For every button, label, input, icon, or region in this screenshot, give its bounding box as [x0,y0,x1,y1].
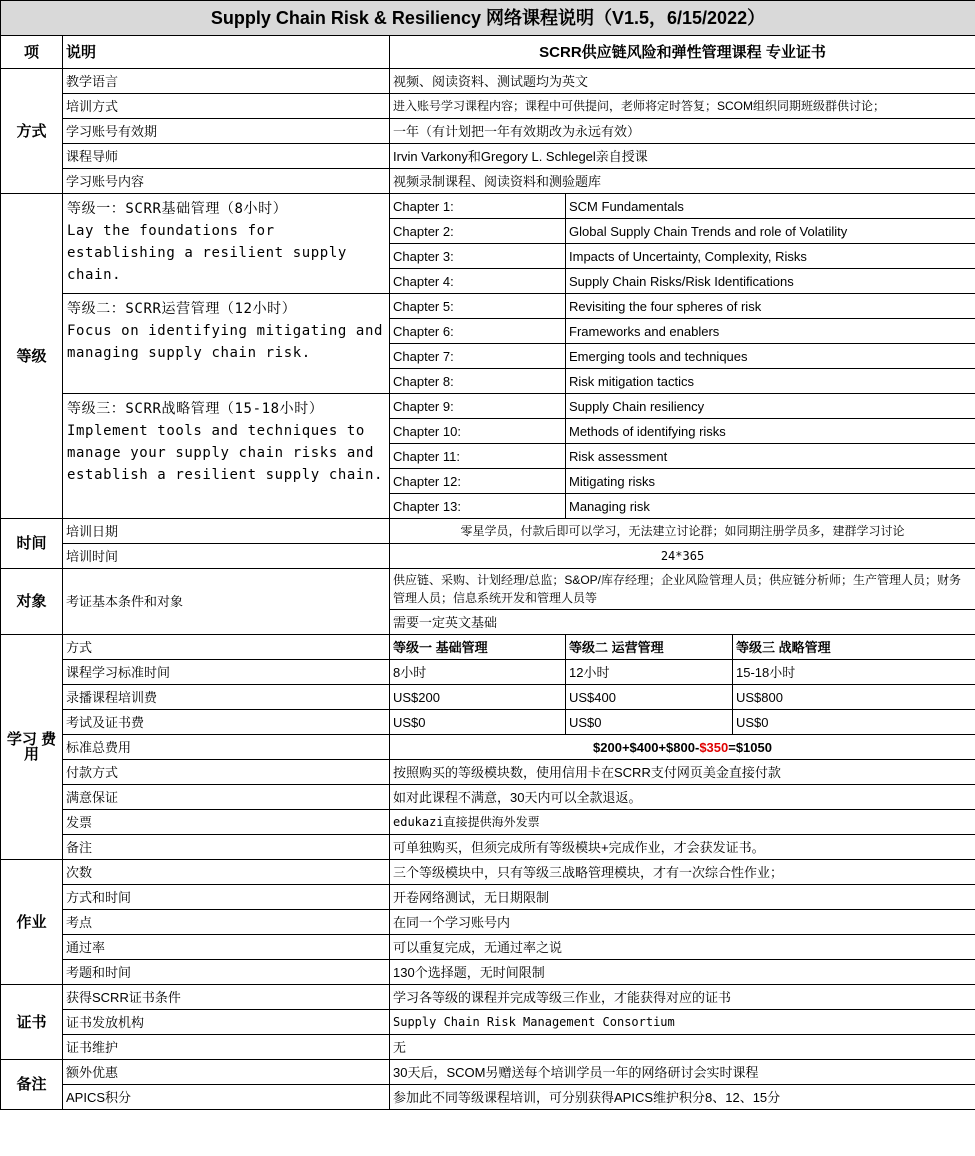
chapter-number: Chapter 7: [390,344,566,369]
row-key: 学习账号内容 [63,169,390,194]
chapter-title: Methods of identifying risks [566,419,975,444]
row-key: 额外优惠 [63,1060,390,1085]
row-key: 证书发放机构 [63,1010,390,1035]
category-homework: 作业 [1,860,63,985]
row-key: 课程学习标准时间 [63,660,390,685]
chapter-title: Global Supply Chain Trends and role of Volatility [566,219,975,244]
row-value: 30天后，SCOM另赠送每个培训学员一年的网络研讨会实时课程 [390,1060,975,1085]
row-value: 零星学员，付款后即可以学习，无法建立讨论群；如同期注册学员多，建群学习讨论 [390,519,975,544]
chapter-number: Chapter 8: [390,369,566,394]
row-key: 培训日期 [63,519,390,544]
row-key: 通过率 [63,935,390,960]
fee-cell: 15-18小时 [733,660,975,685]
header-course: SCRR供应链风险和弹性管理课程 专业证书 [390,36,975,69]
category-audience: 对象 [1,569,63,635]
chapter-number: Chapter 5: [390,294,566,319]
total-fee [390,735,975,760]
chapter-number: Chapter 6: [390,319,566,344]
category-fees: 学习 费用 [1,635,63,860]
category-certificate: 证书 [1,985,63,1060]
fee-cell: US$400 [566,685,733,710]
level-1-title: 等级一：SCRR基础管理（8小时） [67,201,288,217]
row-value: Supply Chain Risk Management Consortium [390,1010,975,1035]
row-value: 视频录制课程、阅读资料和测验题库 [390,169,975,194]
row-value: 开卷网络测试，无日期限制 [390,885,975,910]
row-value: Irvin Varkony和Gregory L. Schlegel亲自授课 [390,144,975,169]
fee-cell: US$800 [733,685,975,710]
row-value: 可单独购买，但须完成所有等级模块+完成作业，才会获发证书。 [390,835,975,860]
chapter-title: Supply Chain Risks/Risk Identifications [566,269,975,294]
row-value: 在同一个学习账号内 [390,910,975,935]
chapter-title: Impacts of Uncertainty, Complexity, Risks [566,244,975,269]
fee-cell: US$0 [733,710,975,735]
row-value: 学习各等级的课程并完成等级三作业，才能获得对应的证书 [390,985,975,1010]
row-value: 一年（有计划把一年有效期改为永远有效） [390,119,975,144]
row-value: 参加此不同等级课程培训，可分别获得APICS维护积分8、12、15分 [390,1085,975,1110]
row-value: 供应链、采购、计划经理/总监；S&OP/库存经理；企业风险管理人员；供应链分析师；生产管理人员；财务管理人员；信息系统开发和管理人员等 [390,569,975,610]
chapter-number: Chapter 1: [390,194,566,219]
fee-cell: 8小时 [390,660,566,685]
chapter-title: Managing risk [566,494,975,519]
row-key: 次数 [63,860,390,885]
total-fee-part-a: $200+$400+$800- [593,739,700,755]
chapter-title: Emerging tools and techniques [566,344,975,369]
row-key: 方式和时间 [63,885,390,910]
row-key: 备注 [63,835,390,860]
level-1-desc: Lay the foundations for establishing a resilient supply chain. [67,223,347,283]
row-value: 130个选择题，无时间限制 [390,960,975,985]
row-key: 课程导师 [63,144,390,169]
row-key: 获得SCRR证书条件 [63,985,390,1010]
chapter-number: Chapter 4: [390,269,566,294]
row-value: 24*365 [390,544,975,569]
category-levels: 等级 [1,194,63,519]
row-key: 教学语言 [63,69,390,94]
page-title: Supply Chain Risk & Resiliency 网络课程说明（V1.5，6/15/2022） [1,1,975,36]
fee-cell: US$0 [390,710,566,735]
chapter-title: Revisiting the four spheres of risk [566,294,975,319]
discount-amount: $350 [699,739,729,755]
row-value: 无 [390,1035,975,1060]
chapter-number: Chapter 13: [390,494,566,519]
row-key: APICS积分 [63,1085,390,1110]
chapter-title: Mitigating risks [566,469,975,494]
level-3-desc: Implement tools and techniques to manage your supply chain risks and establish a resilient supply chain. [67,423,384,483]
row-key: 发票 [63,810,390,835]
fee-cell: US$0 [566,710,733,735]
chapter-title: SCM Fundamentals [566,194,975,219]
level-1-cell [63,194,390,294]
row-key: 培训方式 [63,94,390,119]
chapter-title: Frameworks and enablers [566,319,975,344]
row-key: 标准总费用 [63,735,390,760]
chapter-number: Chapter 3: [390,244,566,269]
chapter-title: Risk mitigation tactics [566,369,975,394]
row-key: 付款方式 [63,760,390,785]
category-method: 方式 [1,69,63,194]
chapter-number: Chapter 11: [390,444,566,469]
chapter-number: Chapter 9: [390,394,566,419]
row-key: 考点 [63,910,390,935]
row-value: 视频、阅读资料、测试题均为英文 [390,69,975,94]
level-2-cell [63,294,390,394]
row-key: 满意保证 [63,785,390,810]
row-value: 按照购买的等级模块数，使用信用卡在SCRR支付网页美金直接付款 [390,760,975,785]
row-key: 考试及证书费 [63,710,390,735]
header-item: 项 [1,36,63,69]
chapter-number: Chapter 10: [390,419,566,444]
row-key: 证书维护 [63,1035,390,1060]
fee-col-1: 等级一 基础管理 [390,635,566,660]
chapter-title: Supply Chain resiliency [566,394,975,419]
chapter-number: Chapter 2: [390,219,566,244]
category-notes: 备注 [1,1060,63,1110]
row-value: 可以重复完成，无通过率之说 [390,935,975,960]
row-value: 进入账号学习课程内容；课程中可供提问，老师将定时答复；SCOM组织同期班级群供讨论； [390,94,975,119]
header-description: 说明 [63,36,390,69]
fee-cell: 12小时 [566,660,733,685]
level-3-title: 等级三：SCRR战略管理（15-18小时） [67,401,324,417]
level-3-cell [63,394,390,519]
row-key: 录播课程培训费 [63,685,390,710]
total-fee-part-b: =$1050 [728,739,772,755]
level-2-desc: Focus on identifying mitigating and managing supply chain risk. [67,323,384,361]
row-value: 需要一定英文基础 [390,610,975,635]
row-key: 考证基本条件和对象 [63,569,390,635]
row-value: 三个等级模块中，只有等级三战略管理模块，才有一次综合性作业； [390,860,975,885]
fee-col-3: 等级三 战略管理 [733,635,975,660]
fee-col-2: 等级二 运营管理 [566,635,733,660]
row-key: 学习账号有效期 [63,119,390,144]
row-value: edukazi直接提供海外发票 [390,810,975,835]
level-2-title: 等级二：SCRR运营管理（12小时） [67,301,297,317]
row-key: 考题和时间 [63,960,390,985]
chapter-title: Risk assessment [566,444,975,469]
category-time: 时间 [1,519,63,569]
row-key: 培训时间 [63,544,390,569]
chapter-number: Chapter 12: [390,469,566,494]
row-key: 方式 [63,635,390,660]
fee-cell: US$200 [390,685,566,710]
row-value: 如对此课程不满意，30天内可以全款退返。 [390,785,975,810]
